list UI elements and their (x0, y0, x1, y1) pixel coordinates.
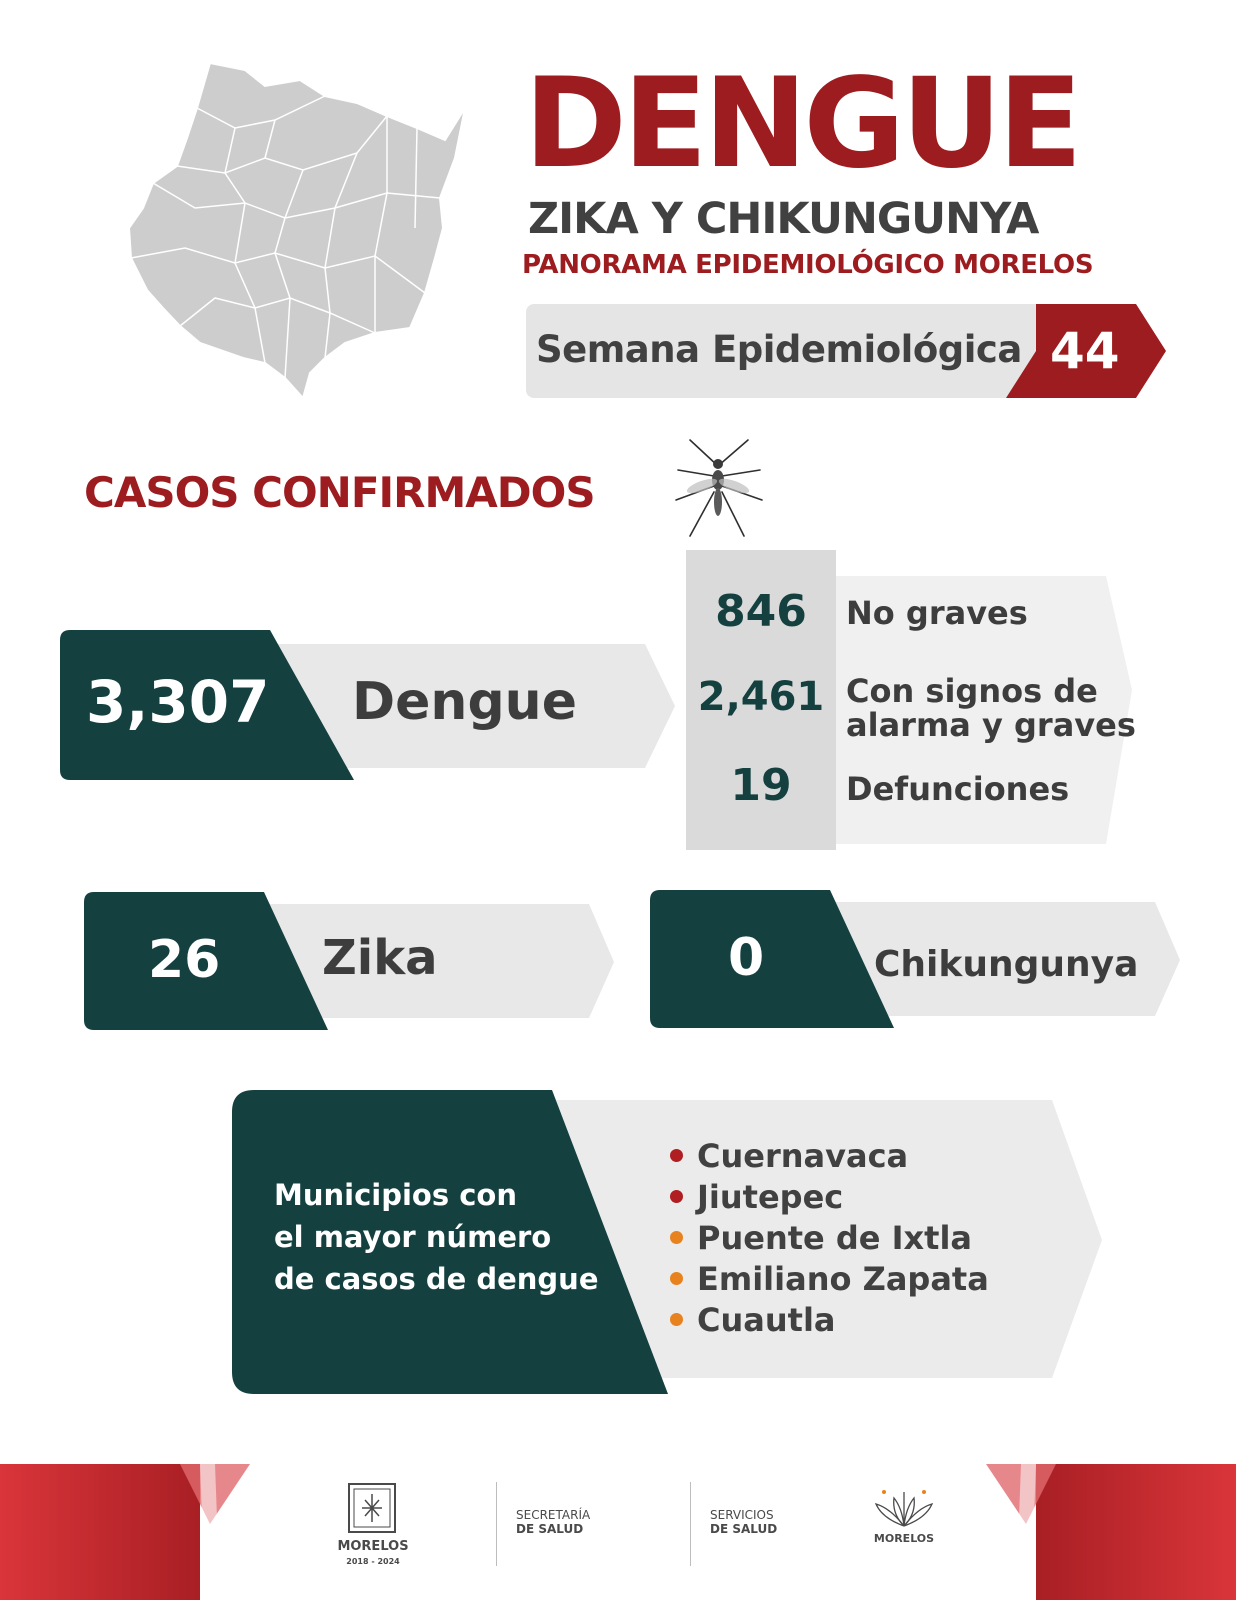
secretaria-logo-text: SECRETARÍA DE SALUD (516, 1508, 591, 1536)
footer-right-decoration (976, 1454, 1236, 1600)
list-item: Cuernavaca (670, 1136, 989, 1177)
defunciones-count: 19 (730, 760, 792, 811)
week-number: 44 (1050, 322, 1120, 380)
footer-left-decoration (0, 1454, 260, 1600)
bullet-dot (670, 1231, 683, 1244)
footer-divider (496, 1482, 497, 1566)
zika-label: Zika (322, 930, 438, 986)
morelos-flower-logo (872, 1484, 936, 1530)
list-item: Cuautla (670, 1300, 989, 1341)
servicios-logo-text: SERVICIOS DE SALUD (710, 1508, 778, 1536)
chikungunya-count: 0 (728, 928, 765, 988)
page-subtitle: ZIKA Y CHIKUNGUNYA (528, 194, 1039, 244)
mosquito-icon (670, 436, 766, 540)
morelos-logo-years: 2018 - 2024 (346, 1557, 400, 1566)
week-label: Semana Epidemiológica (536, 328, 1022, 371)
con-signos-label: Con signos de alarma y graves (846, 672, 1136, 744)
panorama-heading: PANORAMA EPIDEMIOLÓGICO MORELOS (522, 250, 1094, 280)
con-signos-count: 2,461 (697, 674, 825, 720)
zika-count: 26 (148, 930, 221, 990)
bullet-dot (670, 1190, 683, 1203)
footer-divider (690, 1482, 691, 1566)
defunciones-label: Defunciones (846, 770, 1070, 808)
list-item: Emiliano Zapata (670, 1259, 989, 1300)
no-graves-label: No graves (846, 594, 1028, 632)
no-graves-count: 846 (715, 586, 807, 637)
bullet-dot (670, 1272, 683, 1285)
list-item: Jiutepec (670, 1177, 989, 1218)
section-title: CASOS CONFIRMADOS (84, 468, 595, 517)
morelos-shield-logo (347, 1482, 397, 1534)
municipios-title: Municipios con el mayor número de casos de dengue (274, 1178, 599, 1296)
morelos-flower-logo-text: MORELOS (873, 1532, 935, 1545)
bullet-dot (670, 1313, 683, 1326)
bullet-dot (670, 1149, 683, 1162)
morelos-logo-text: MORELOS (337, 1539, 409, 1554)
municipios-list (670, 1136, 989, 1341)
dengue-count: 3,307 (86, 668, 270, 736)
chikungunya-label: Chikungunya (874, 944, 1139, 985)
list-item: Puente de Ixtla (670, 1218, 989, 1259)
morelos-map (125, 58, 475, 403)
dengue-label: Dengue (352, 672, 577, 732)
page-title: DENGUE (524, 52, 1079, 196)
